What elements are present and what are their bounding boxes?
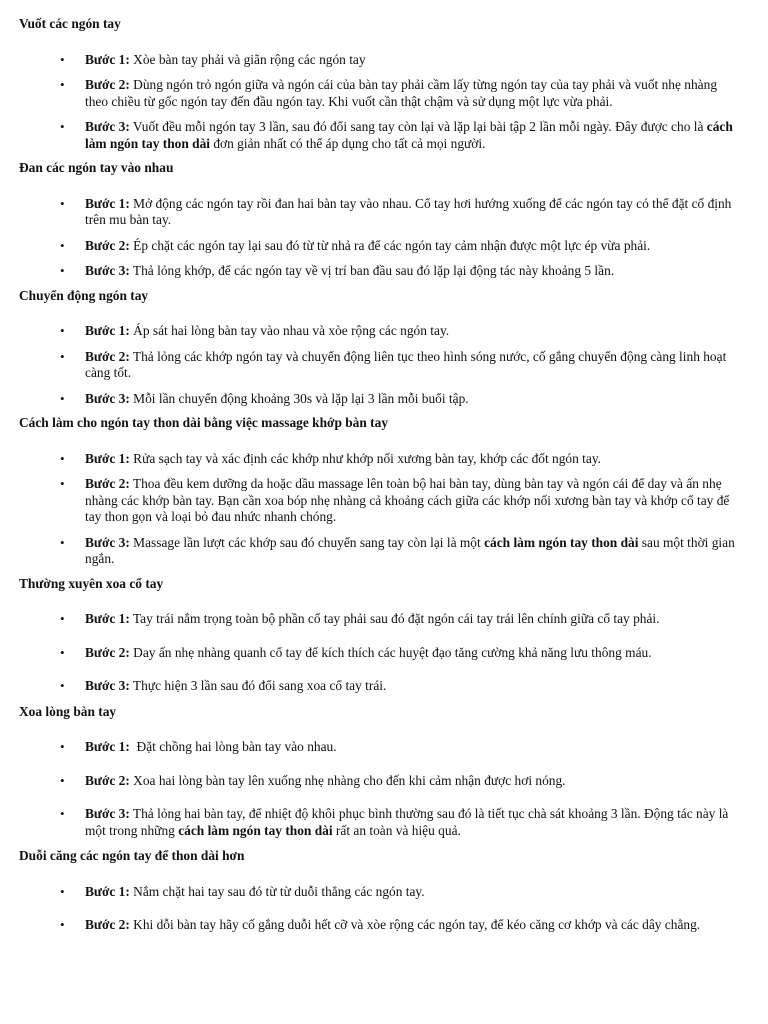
- step-label: Bước 3:: [85, 263, 130, 278]
- step-item: [19, 323, 738, 340]
- step-item: [19, 77, 738, 110]
- step-list: [19, 451, 738, 568]
- step-list: [19, 611, 738, 695]
- step-item: [19, 196, 738, 229]
- step-item: [19, 645, 738, 662]
- step-list: [19, 884, 738, 934]
- step-item: [19, 739, 738, 756]
- step-item: [19, 451, 738, 468]
- step-text: [130, 391, 469, 406]
- step-text: [130, 678, 387, 693]
- step-text-part: rất an toàn và hiệu quả.: [332, 822, 461, 838]
- step-text: [85, 476, 729, 524]
- step-item: [19, 773, 738, 790]
- step-label: Bước 1:: [85, 51, 130, 67]
- step-label: Bước 1:: [85, 883, 130, 899]
- step-label: Bước 1:: [85, 739, 130, 754]
- section-heading: Duỗi căng các ngón tay để thon dài hơn: [19, 848, 245, 863]
- step-item: [19, 535, 738, 568]
- step-text-emphasis: cách làm ngón tay thon dài: [178, 822, 333, 838]
- step-text-part: Nắm chặt hai tay sau đó từ từ duỗi thẳng các ngón tay.: [129, 883, 425, 899]
- section: [19, 415, 738, 568]
- step-text: [85, 119, 733, 151]
- step-text-part: Xoa hai lòng bàn tay lên xuống nhẹ nhàng cho đến khi cảm nhận được hơi nóng.: [129, 772, 566, 788]
- step-text: [130, 611, 660, 626]
- step-text: [130, 645, 652, 660]
- step-text-part: Tay trái nắm trọng toàn bộ phần cổ tay phải sau đó đặt ngón cái tay trái lên chính giữa cổ tay phải.: [129, 611, 660, 626]
- step-label: Bước 2:: [85, 772, 130, 788]
- step-text: [130, 773, 566, 788]
- step-item: [19, 391, 738, 408]
- step-item: [19, 917, 738, 934]
- step-text-part: Khi dỗi bàn tay hãy cố gắng duỗi hết cỡ và xòe rộng các ngón tay, để kéo căng cơ khớp và các dây chằng.: [129, 917, 701, 932]
- step-item: [19, 806, 738, 839]
- step-list: [19, 196, 738, 280]
- step-text-emphasis: cách làm ngón tay thon dài: [85, 119, 733, 151]
- step-item: [19, 884, 738, 901]
- section-heading: Cách làm cho ngón tay thon dài bằng việc massage khớp bàn tay: [19, 415, 389, 430]
- step-text-part: Day ấn nhẹ nhàng quanh cổ tay để kích thích các huyệt đạo tăng cường khả năng lưu thông máu.: [129, 644, 652, 660]
- step-text-part: Xòe bàn tay phải và giãn rộng các ngón tay: [129, 51, 366, 67]
- section: [19, 160, 738, 280]
- step-label: Bước 3:: [85, 678, 130, 693]
- step-text: [130, 451, 601, 466]
- section-heading: Đan các ngón tay vào nhau: [19, 160, 174, 175]
- step-text-part: sau một thời gian ngắn.: [85, 534, 735, 566]
- step-list: [19, 739, 738, 839]
- step-text-part: đơn giản nhất có thể áp dụng cho tất cả mọi người.: [210, 135, 486, 151]
- step-item: [19, 52, 738, 69]
- step-text: [130, 917, 700, 932]
- step-text-part: Thả lỏng khớp, để các ngón tay về vị trí ban đầu sau đó lặp lại động tác này khoảng 5 lần.: [129, 263, 615, 278]
- step-item: [19, 119, 738, 152]
- step-label: Bước 2:: [85, 77, 130, 92]
- step-label: Bước 3:: [85, 390, 130, 406]
- step-text: [85, 77, 717, 109]
- step-list: [19, 323, 738, 407]
- section: [19, 288, 738, 408]
- step-text-part: Vuốt đều mỗi ngón tay 3 lần, sau đó đổi sang tay còn lại và lặp lại bài tập 2 lần mỗi ngày. Đây được cho là: [129, 119, 707, 134]
- section-heading: Vuốt các ngón tay: [19, 16, 121, 31]
- section-heading: Xoa lòng bàn tay: [19, 703, 117, 719]
- step-text: [130, 52, 366, 67]
- step-text-part: Mở động các ngón tay rồi đan hai bàn tay vào nhau. Cổ tay hơi hướng xuống để các ngón tay có thể đặt cố định trên mu bàn tay.: [85, 195, 732, 227]
- step-item: [19, 678, 738, 695]
- step-label: Bước 3:: [85, 534, 130, 550]
- section: [19, 576, 738, 695]
- step-text-part: Ép chặt các ngón tay lại sau đó từ từ nhả ra để các ngón tay cảm nhận được một lực ép vừa phải.: [129, 237, 651, 253]
- step-text: [130, 238, 650, 253]
- step-label: Bước 1:: [85, 450, 130, 466]
- step-label: Bước 2:: [85, 644, 130, 660]
- step-text-part: Mỗi lần chuyển động khoảng 30s và lặp lại 3 lần mỗi buổi tập.: [129, 390, 469, 406]
- section: [19, 704, 738, 840]
- step-label: Bước 2:: [85, 917, 130, 932]
- step-item: [19, 476, 738, 526]
- step-text-emphasis: cách làm ngón tay thon dài: [484, 534, 639, 550]
- step-text-part: Dùng ngón trỏ ngón giữa và ngón cái của bàn tay phải cầm lấy từng ngón tay của tay phải và vuốt nhẹ nhàng theo chiều từ gốc ngón tay đến đầu ngón tay. Khi vuốt cần thật chậm và sử dụng một lực vừa phải.: [85, 77, 718, 109]
- step-item: [19, 349, 738, 382]
- step-label: Bước 1:: [85, 323, 130, 338]
- step-label: Bước 2:: [85, 476, 130, 491]
- step-text: [85, 349, 726, 381]
- section-heading: Chuyển động ngón tay: [19, 287, 149, 303]
- step-text: [130, 263, 614, 278]
- section: [19, 16, 738, 152]
- section: [19, 848, 738, 934]
- step-label: Bước 3:: [85, 806, 130, 821]
- step-list: [19, 52, 738, 153]
- step-item: [19, 263, 738, 280]
- step-text-part: Thực hiện 3 lần sau đó đổi sang xoa cổ tay trái.: [129, 678, 387, 693]
- step-label: Bước 1:: [85, 195, 130, 211]
- step-text-part: Áp sát hai lòng bàn tay vào nhau và xòe rộng các ngón tay.: [129, 323, 450, 338]
- step-item: [19, 611, 738, 628]
- step-text: [85, 535, 735, 567]
- step-label: Bước 1:: [85, 611, 130, 626]
- step-text-part: Thoa đều kem dưỡng da hoặc dầu massage lên toàn bộ hai bàn tay, dùng bàn tay và ngón cái để day và ấn nhẹ nhàng các khớp bàn tay. Bạn cần xoa bóp nhẹ nhàng cả khoảng cách giữa các khớp nối xương bàn tay và khớp cổ tay để tay thon gọn và loại bỏ đau nhức nhanh chóng.: [85, 476, 730, 524]
- step-text-part: Thả lỏng hai bàn tay, để nhiệt độ khôi phục bình thường sau đó là tiết tục chà sát khoảng 3 lần. Động tác này là một trong những: [85, 806, 729, 838]
- step-text-part: Thả lỏng các khớp ngón tay và chuyển động liên tục theo hình sóng nước, cố gắng chuyển động càng linh hoạt càng tốt.: [85, 348, 727, 380]
- step-text: [130, 323, 449, 338]
- step-item: [19, 238, 738, 255]
- section-heading: Thường xuyên xoa cổ tay: [19, 575, 164, 591]
- step-label: Bước 3:: [85, 119, 130, 134]
- step-text-part: Massage lần lượt các khớp sau đó chuyển sang tay còn lại là một: [129, 534, 485, 550]
- step-label: Bước 2:: [85, 237, 130, 253]
- step-text-part: Đặt chồng hai lòng bàn tay vào nhau.: [129, 739, 337, 754]
- step-text: [85, 806, 728, 838]
- step-text: [130, 739, 337, 754]
- step-label: Bước 2:: [85, 348, 130, 364]
- step-text: [130, 884, 425, 899]
- step-text-part: Rửa sạch tay và xác định các khớp như khớp nối xương bàn tay, khớp các đốt ngón tay.: [129, 450, 601, 466]
- step-text: [85, 196, 731, 228]
